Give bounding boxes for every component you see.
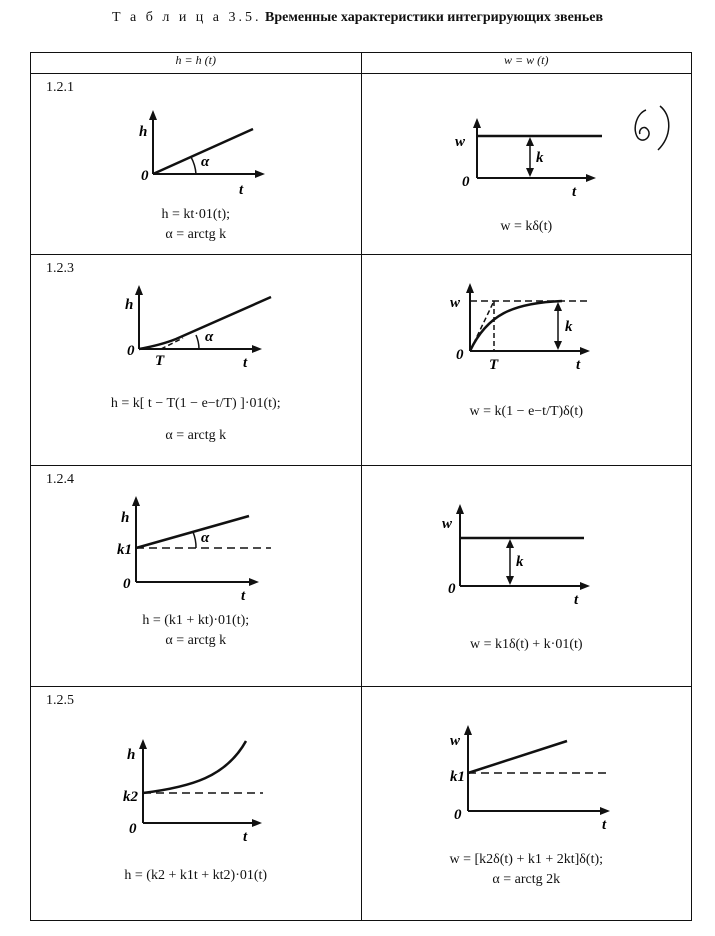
- row-number: 1.2.4: [46, 472, 74, 487]
- formula-w-125-a: w = [k2δ(t) + k1 + 2kt]δ(t);: [449, 852, 604, 867]
- origin-label: 0: [123, 576, 131, 592]
- y-axis-arrow: [139, 739, 147, 749]
- origin-label: 0: [447, 581, 455, 597]
- row-number: 1.2.3: [46, 261, 74, 276]
- formula-w-121: w = kδ(t): [500, 219, 553, 234]
- formula-h-125: h = (k2 + k1t + kt2)·01(t): [124, 868, 268, 883]
- y-label: w: [454, 134, 465, 150]
- offset-label: k1: [117, 542, 132, 558]
- table-title: [0, 10, 715, 26]
- cell-h-125: [31, 687, 362, 921]
- header-w: w = w (t): [361, 53, 692, 74]
- table-row: [31, 255, 692, 466]
- y-axis-arrow: [456, 504, 464, 514]
- formula-w-124: w = k1δ(t) + k·01(t): [469, 637, 583, 652]
- tangent-dash: [470, 301, 494, 351]
- x-label: t: [571, 184, 576, 200]
- cell-w-125: [361, 687, 692, 921]
- x-axis-arrow: [252, 345, 262, 353]
- header-h: h = h (t): [31, 53, 362, 74]
- table-row: [31, 74, 692, 255]
- ramp-line: [468, 741, 567, 773]
- level-label: k: [535, 150, 543, 166]
- y-axis-arrow: [135, 285, 143, 295]
- row-number: 1.2.1: [46, 80, 74, 95]
- parabolic-curve: [143, 741, 246, 793]
- formula-h-121-a: h = kt·01(t);: [161, 207, 231, 222]
- table-title-lead: Т а б л и ц а 3.5.: [111, 10, 262, 25]
- formula-h-121-b: α = arctg k: [165, 227, 227, 242]
- angle-arc: [191, 157, 196, 174]
- y-axis-arrow: [466, 283, 474, 293]
- formula-w-125-b: α = arctg 2k: [492, 872, 561, 887]
- y-label: h: [121, 510, 130, 526]
- y-label: w: [449, 733, 460, 749]
- angle-arc: [193, 532, 196, 548]
- cell-w-123: [361, 255, 692, 466]
- cell-h-123: [31, 255, 362, 466]
- origin-label: 0: [455, 347, 463, 363]
- y-axis-arrow: [473, 118, 481, 128]
- graph-w-123: [362, 255, 692, 465]
- y-label: w: [449, 295, 460, 311]
- ramp-line: [136, 516, 249, 548]
- level-label: k: [515, 554, 523, 570]
- x-label: t: [601, 817, 606, 833]
- angle-label: α: [205, 329, 214, 345]
- x-label: t: [239, 182, 244, 198]
- cell-h-124: [31, 466, 362, 687]
- formula-h-124-b: α = arctg k: [165, 633, 227, 648]
- x-axis-arrow: [586, 174, 596, 182]
- cell-h-121: [31, 74, 362, 255]
- table-row: [31, 466, 692, 687]
- origin-label: 0: [453, 807, 461, 823]
- x-label: t: [241, 588, 246, 604]
- offset-label: k1: [449, 769, 465, 785]
- x-label: t: [243, 829, 248, 845]
- graph-h-125: [31, 687, 361, 920]
- origin-label: 0: [141, 168, 149, 184]
- x-axis-arrow: [580, 582, 590, 590]
- formula-h-123-a: h = k[ t − T(1 − e−t/T) ]·01(t);: [110, 396, 281, 411]
- level-label: k: [564, 319, 572, 335]
- x-label: t: [243, 355, 248, 371]
- angle-arc: [196, 335, 199, 349]
- tick-label: T: [488, 357, 498, 373]
- characteristics-table: [30, 52, 692, 921]
- formula-h-123-b: α = arctg k: [165, 428, 227, 443]
- origin-label: 0: [129, 821, 137, 837]
- origin-label: 0: [127, 343, 135, 359]
- x-axis-arrow: [249, 578, 259, 586]
- offset-label: k2: [123, 789, 138, 805]
- y-label: h: [127, 747, 136, 763]
- handwritten-mark: [626, 100, 686, 160]
- y-label: h: [139, 124, 148, 140]
- angle-label: α: [201, 530, 210, 546]
- angle-label: α: [201, 154, 210, 170]
- y-axis-arrow: [149, 110, 157, 120]
- formula-h-124-a: h = (k1 + kt)·01(t);: [142, 613, 250, 628]
- x-axis-arrow: [252, 819, 262, 827]
- exponential-curve: [470, 301, 562, 351]
- tick-label: T: [155, 353, 165, 369]
- table-title-text: Временные характеристики интегрирующих звеньев: [265, 10, 604, 25]
- x-axis-arrow: [580, 347, 590, 355]
- y-label: w: [441, 516, 452, 532]
- graph-h-124: [31, 466, 361, 686]
- table-row: [31, 687, 692, 921]
- y-label: h: [125, 297, 134, 313]
- x-label: t: [573, 592, 578, 608]
- x-axis-arrow: [255, 170, 265, 178]
- origin-label: 0: [461, 174, 469, 190]
- x-axis-arrow: [600, 807, 610, 815]
- cell-w-124: [361, 466, 692, 687]
- x-label: t: [575, 357, 580, 373]
- y-axis-arrow: [132, 496, 140, 506]
- formula-w-123: w = k(1 − e−t/T)δ(t): [469, 404, 583, 419]
- row-number: 1.2.5: [46, 693, 74, 708]
- y-axis-arrow: [464, 725, 472, 735]
